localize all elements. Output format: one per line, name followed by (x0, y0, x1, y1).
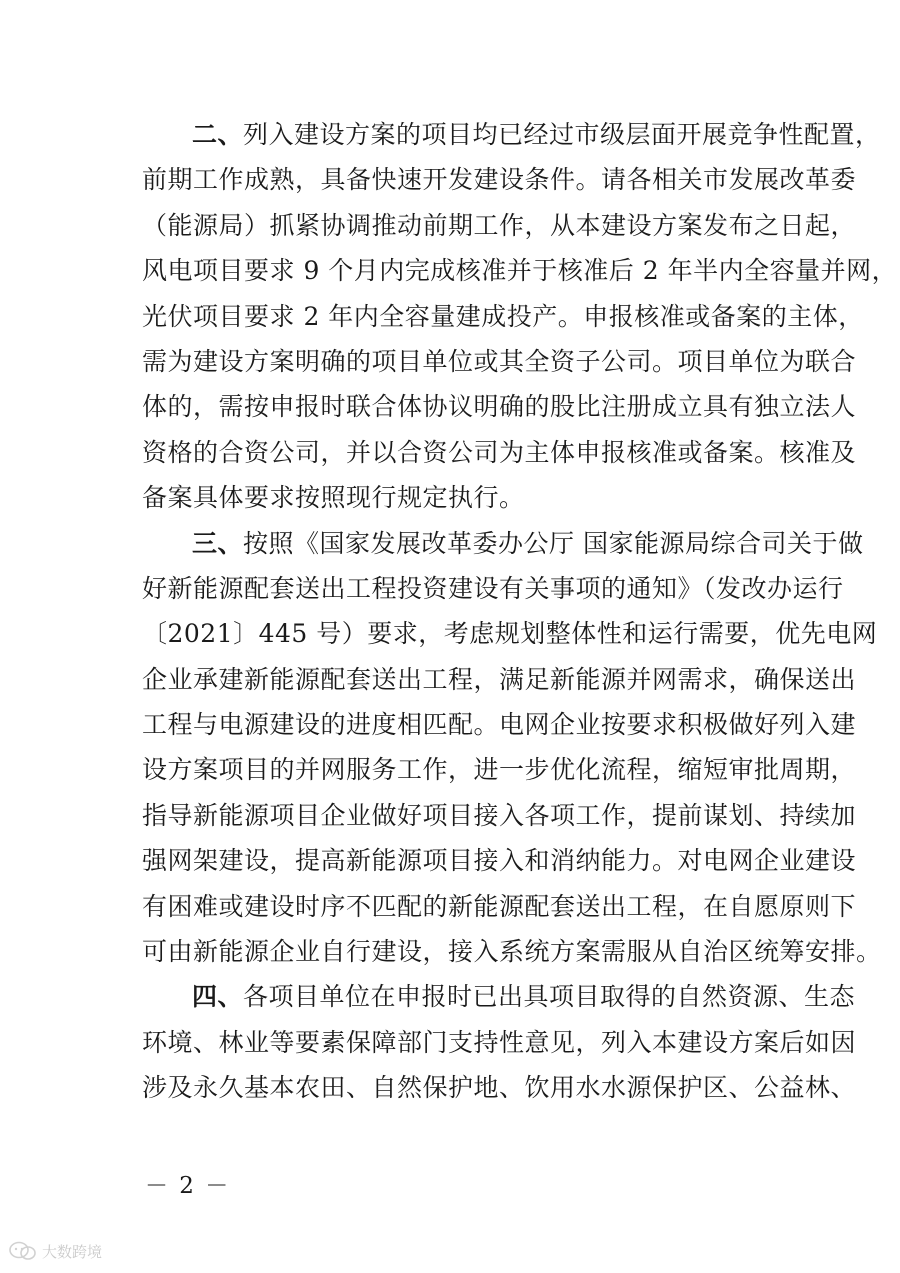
paragraph-line: 备案具体要求按照现行规定执行。 (142, 483, 525, 513)
paragraph-line: 前期工作成熟，具备快速开发建设条件。请各相关市发展改革委 (142, 165, 857, 195)
watermark-text: 大数跨境 (42, 1242, 103, 1261)
paragraph-line: 有困难或建设时序不匹配的新能源配套送出工程，在自愿原则下 (142, 891, 857, 921)
paragraph-line: 可由新能源企业自行建设，接入系统方案需服从自治区统筹安排。 (142, 937, 882, 967)
wechat-style-logo-icon (8, 1240, 38, 1262)
paragraph-line: 资格的合资公司，并以合资公司为主体申报核准或备案。核准及 (142, 437, 857, 467)
paragraph-3 (142, 521, 882, 975)
page-number: － 2 － (145, 1173, 231, 1199)
section-number: 二、 (192, 120, 244, 149)
watermark (8, 1240, 102, 1262)
paragraph-line: 设方案项目的并网服务工作，进一步优化流程，缩短审批周期， (142, 755, 857, 785)
document-body (142, 112, 898, 1111)
paragraph-line: 二、列入建设方案的项目均已经过市级层面开展竞争性配置， (192, 120, 881, 149)
paragraph-line: 好新能源配套送出工程投资建设有关事项的通知》（发改办运行 (142, 573, 844, 603)
section-number: 三、 (192, 528, 244, 558)
paragraph-line: 〔2021〕445 号）要求，考虑规划整体性和运行需要，优先电网 (142, 619, 878, 649)
paragraph-line: 环境、林业等要素保障部门支持性意见，列入本建设方案后如因 (142, 1027, 857, 1057)
paragraph-line: 需为建设方案明确的项目单位或其全资子公司。项目单位为联合 (142, 346, 857, 376)
paragraph-line: 企业承建新能源配套送出工程，满足新能源并网需求，确保送出 (142, 664, 857, 694)
paragraph-line: 体的，需按申报时联合体协议明确的股比注册成立具有独立法人 (142, 392, 857, 422)
paragraph-line: （能源局）抓紧协调推动前期工作，从本建设方案发布之日起， (142, 210, 857, 240)
paragraph-line: 风电项目要求 9 个月内完成核准并于核准后 2 年半内全容量并网， (142, 256, 898, 286)
paragraph-line: 光伏项目要求 2 年内全容量建成投产。申报核准或备案的主体， (142, 301, 864, 331)
paragraph-line: 四、各项目单位在申报时已出具项目取得的自然资源、生态 (192, 982, 856, 1012)
paragraph-line: 强网架建设，提高新能源项目接入和消纳能力。对电网企业建设 (142, 846, 857, 876)
paragraph-4 (142, 974, 857, 1110)
paragraph-line: 三、按照《国家发展改革委办公厅 国家能源局综合司关于做 (192, 528, 864, 558)
paragraph-line: 工程与电源建设的进度相匹配。电网企业按要求积极做好列入建 (142, 710, 857, 740)
section-number: 四、 (192, 982, 244, 1012)
paragraph-2 (142, 112, 898, 521)
paragraph-line: 涉及永久基本农田、自然保护地、饮用水水源保护区、公益林、 (142, 1073, 857, 1103)
paragraph-line: 指导新能源项目企业做好项目接入各项工作，提前谋划、持续加 (142, 800, 857, 830)
